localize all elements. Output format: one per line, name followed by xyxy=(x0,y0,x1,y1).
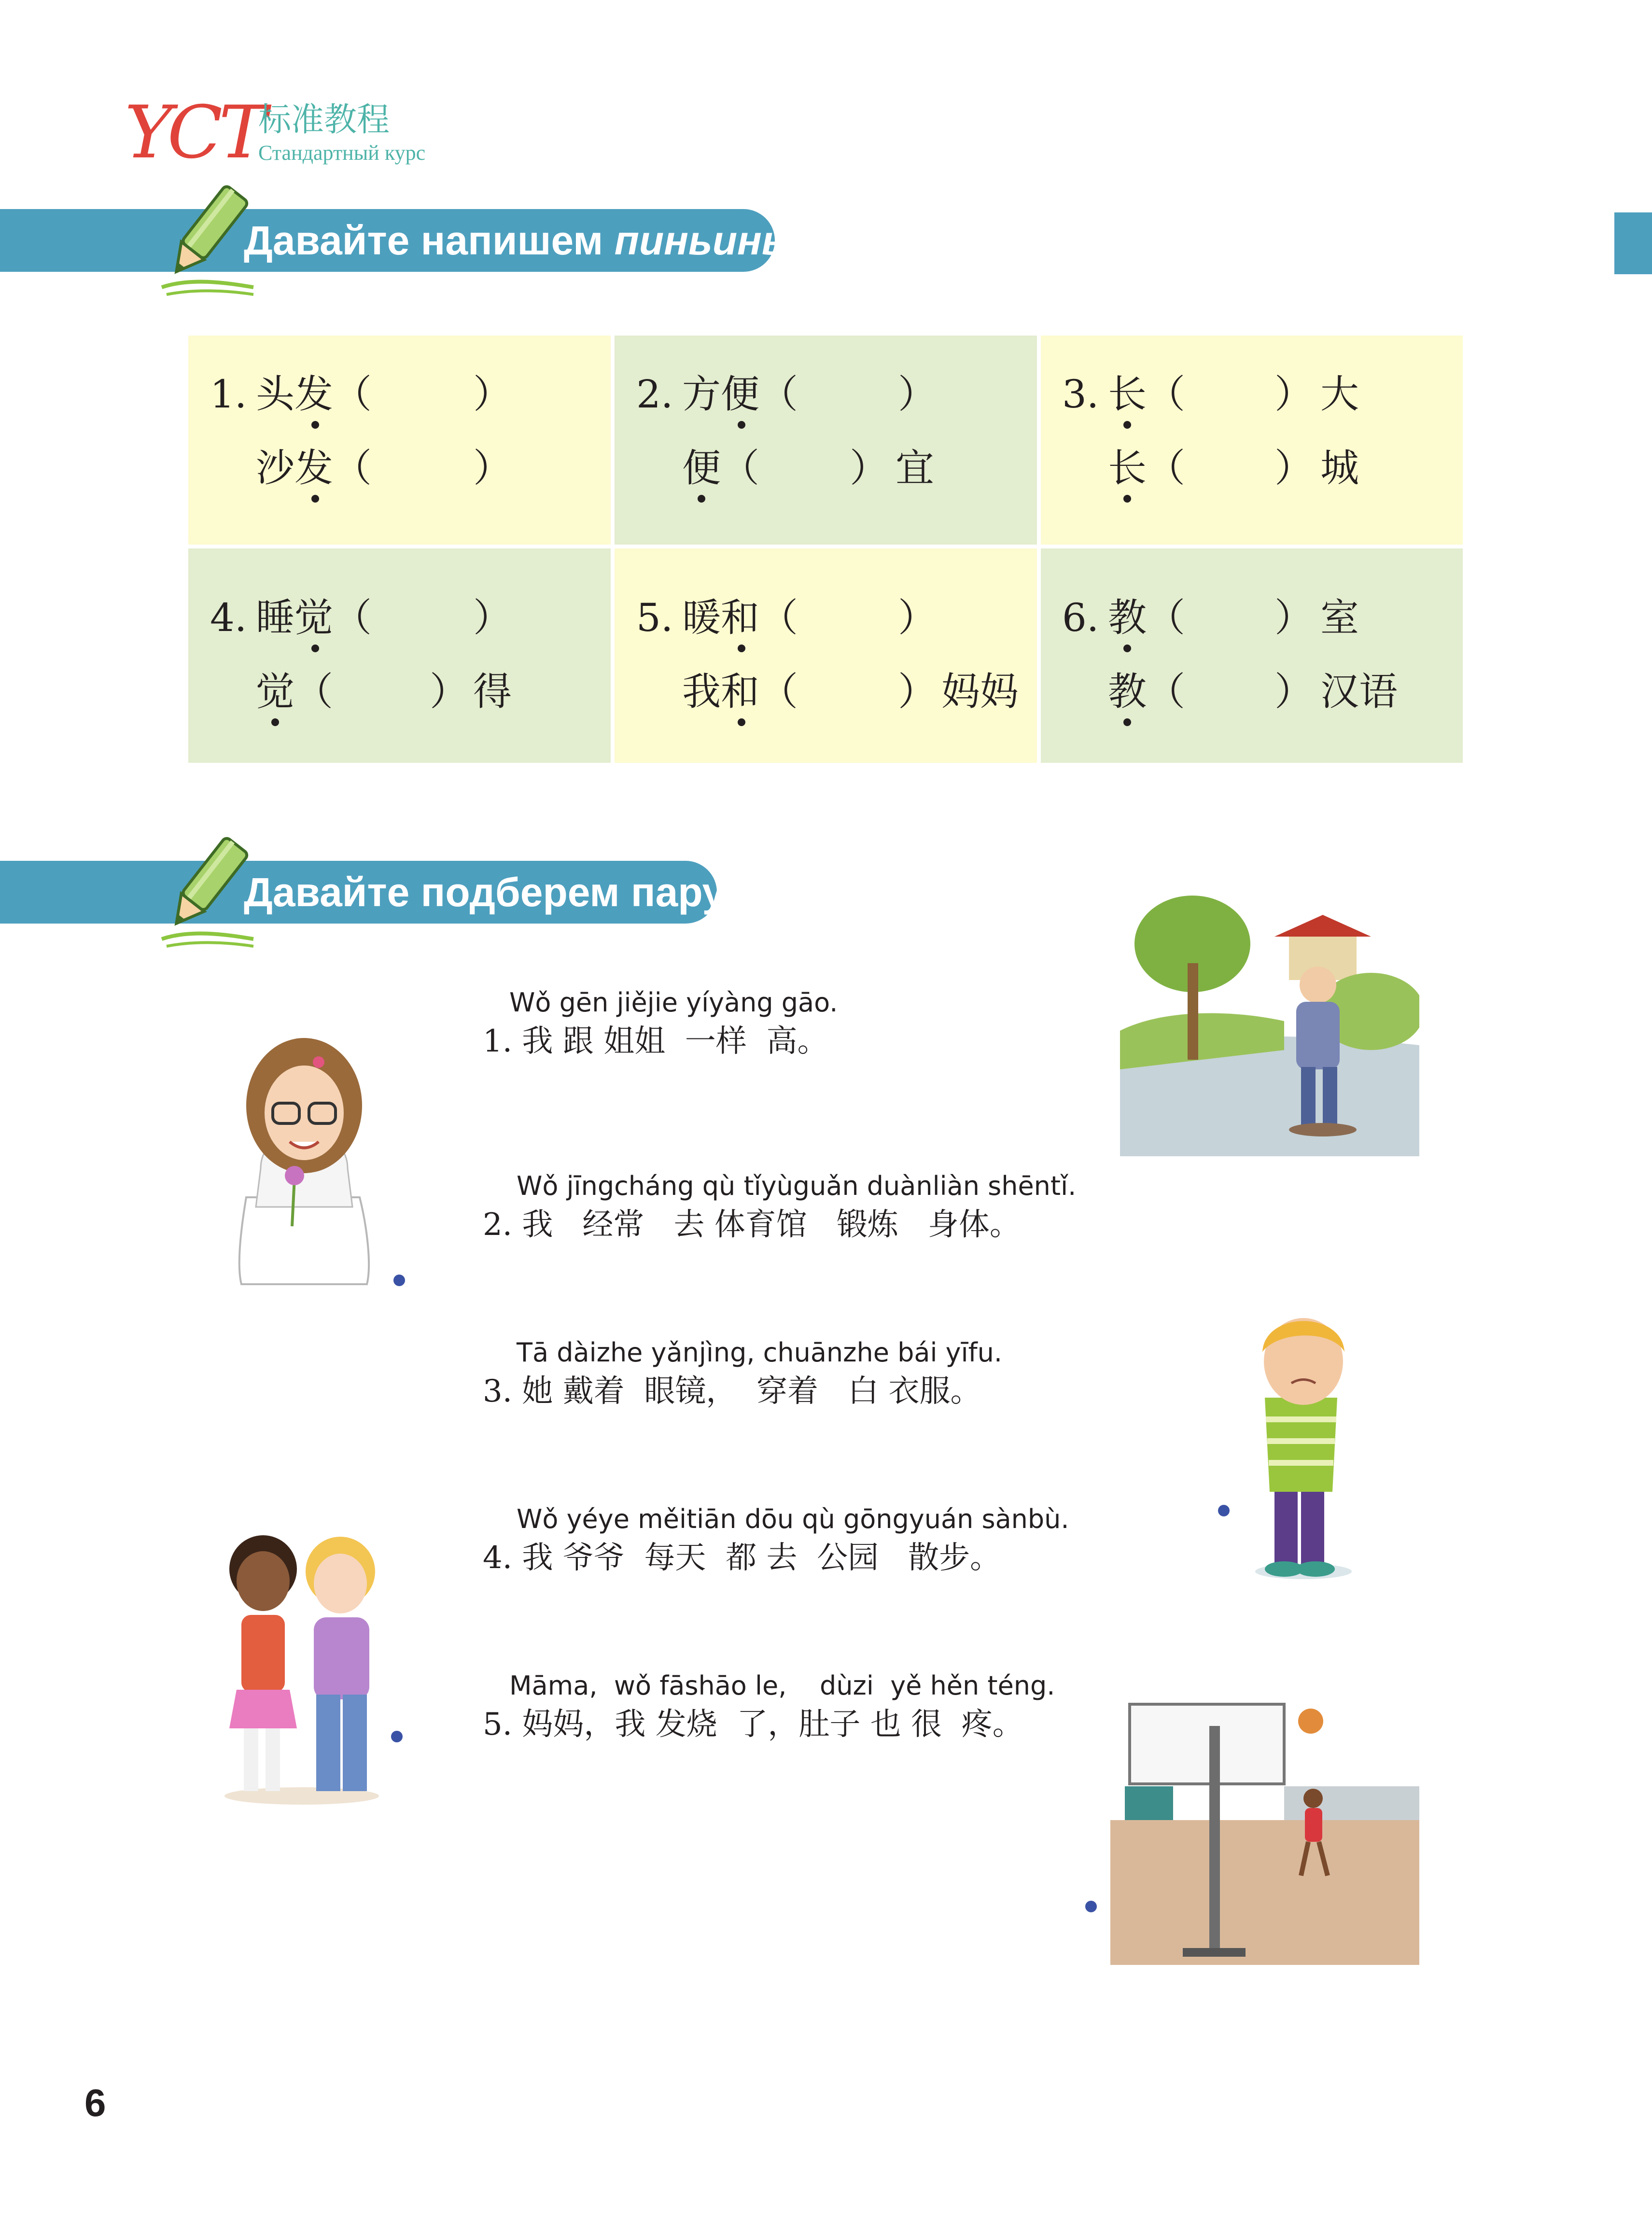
two-girls-illustration xyxy=(217,1535,386,1806)
item-bracket: ） xyxy=(898,372,937,417)
item-bracket: ） xyxy=(898,595,937,640)
emphasis-dot xyxy=(1123,718,1131,726)
grid-cell-3 xyxy=(1041,336,1463,545)
item-suffix: 室 xyxy=(1320,595,1359,640)
sentence-1-hanzi: 1. 我 跟 姐姐 一样 高。 xyxy=(483,1023,828,1059)
item-number: 1. xyxy=(210,372,247,417)
sentence-3-pinyin: Tā dàizhe yǎnjìng, chuānzhe bái yīfu. xyxy=(517,1337,1002,1368)
match-dot-gym[interactable] xyxy=(1085,1901,1097,1912)
item-word: 长（ xyxy=(1108,372,1185,417)
item-word: 头发（ xyxy=(256,372,372,417)
sentence-1-pinyin: Wǒ gēn jiějie yíyàng gāo. xyxy=(509,987,838,1018)
match-dot-two-girls[interactable] xyxy=(391,1731,403,1742)
item-bracket: ） xyxy=(473,446,512,491)
emphasis-dot xyxy=(738,421,745,429)
sentence-2-hanzi: 2. 我 经常 去 体育馆 锻炼 身体。 xyxy=(483,1207,1021,1243)
pinyin-grid xyxy=(188,336,1463,763)
emphasis-dot xyxy=(271,718,279,726)
sentence-4-hanzi: 4. 我 爷爷 每天 都 去 公园 散步。 xyxy=(483,1540,1001,1576)
item-word: 我和（ xyxy=(682,669,798,714)
sentence-5-hanzi: 5. 妈妈，我 发烧 了，肚子 也 很 疼。 xyxy=(483,1707,1023,1742)
section1-title: Давайте напишем пиньинь! xyxy=(244,218,799,263)
logo-title-ru: Стандартный курс xyxy=(258,141,426,165)
item-bracket: ） xyxy=(1274,446,1313,491)
item-bracket: ） xyxy=(1274,595,1313,640)
grid-cell-5 xyxy=(615,548,1037,763)
emphasis-dot xyxy=(738,645,745,652)
item-bracket: ） xyxy=(898,669,937,714)
item-suffix: 得 xyxy=(473,669,512,714)
girl-with-glasses-illustration xyxy=(227,1023,381,1294)
page-number: 6 xyxy=(84,2081,106,2124)
side-tab-marker xyxy=(1614,212,1652,274)
emphasis-dot xyxy=(698,495,705,503)
item-suffix: 宜 xyxy=(896,446,934,491)
item-bracket: ） xyxy=(473,372,512,417)
item-word: 教（ xyxy=(1108,595,1185,640)
item-word: 方便（ xyxy=(682,372,798,417)
gym-basketball-illustration xyxy=(1110,1695,1419,1970)
logo-title-cn: 标准教程 xyxy=(258,101,390,139)
item-word: 便（ xyxy=(682,446,759,491)
item-number: 3. xyxy=(1062,372,1099,417)
item-number: 2. xyxy=(636,372,673,417)
emphasis-dot xyxy=(311,421,319,429)
item-word: 长（ xyxy=(1108,446,1185,491)
item-bracket: ） xyxy=(430,669,468,714)
item-word: 沙发（ xyxy=(256,446,372,491)
emphasis-dot xyxy=(1123,645,1131,652)
grid-cell-1 xyxy=(188,336,611,545)
grid-cell-4 xyxy=(188,548,611,763)
sentence-3-hanzi: 3. 她 戴着 眼镜， 穿着 白 衣服。 xyxy=(483,1374,981,1409)
sentence-2-pinyin: Wǒ jīngcháng qù tǐyùguǎn duànliàn shēntǐ. xyxy=(517,1171,1077,1201)
emphasis-dot xyxy=(311,495,319,503)
emphasis-dot xyxy=(1123,421,1131,429)
emphasis-dot xyxy=(1123,495,1131,503)
emphasis-dot xyxy=(311,645,319,652)
grandpa-park-illustration xyxy=(1120,886,1419,1156)
match-dot-sick-boy[interactable] xyxy=(1218,1505,1230,1516)
item-bracket: ） xyxy=(1274,372,1313,417)
sentence-5-pinyin: Māma, wǒ fāshāo le, dùzi yě hěn téng. xyxy=(509,1670,1055,1701)
item-number: 4. xyxy=(210,595,247,640)
sick-boy-illustration xyxy=(1236,1301,1366,1581)
item-suffix: 城 xyxy=(1320,446,1359,491)
item-word: 暖和（ xyxy=(682,595,798,640)
section2-title: Давайте подберем пару! xyxy=(244,869,739,915)
item-word: 教（ xyxy=(1108,669,1185,714)
item-suffix: 汉语 xyxy=(1320,669,1398,714)
grid-cell-6 xyxy=(1041,548,1463,763)
grid-cell-2 xyxy=(615,336,1037,545)
item-word: 觉（ xyxy=(256,669,333,714)
match-dot-girl-glasses[interactable] xyxy=(393,1275,405,1286)
logo-yct: YCT xyxy=(125,91,264,175)
item-bracket: ） xyxy=(850,446,888,491)
item-suffix: 妈妈 xyxy=(941,669,1019,714)
sentence-4-pinyin: Wǒ yéye měitiān dōu qù gōngyuán sànbù. xyxy=(517,1504,1069,1534)
item-suffix: 大 xyxy=(1320,372,1359,417)
item-word: 睡觉（ xyxy=(256,595,372,640)
item-bracket: ） xyxy=(1274,669,1313,714)
item-bracket: ） xyxy=(473,595,512,640)
item-number: 6. xyxy=(1062,595,1099,640)
item-number: 5. xyxy=(636,595,673,640)
emphasis-dot xyxy=(738,718,745,726)
